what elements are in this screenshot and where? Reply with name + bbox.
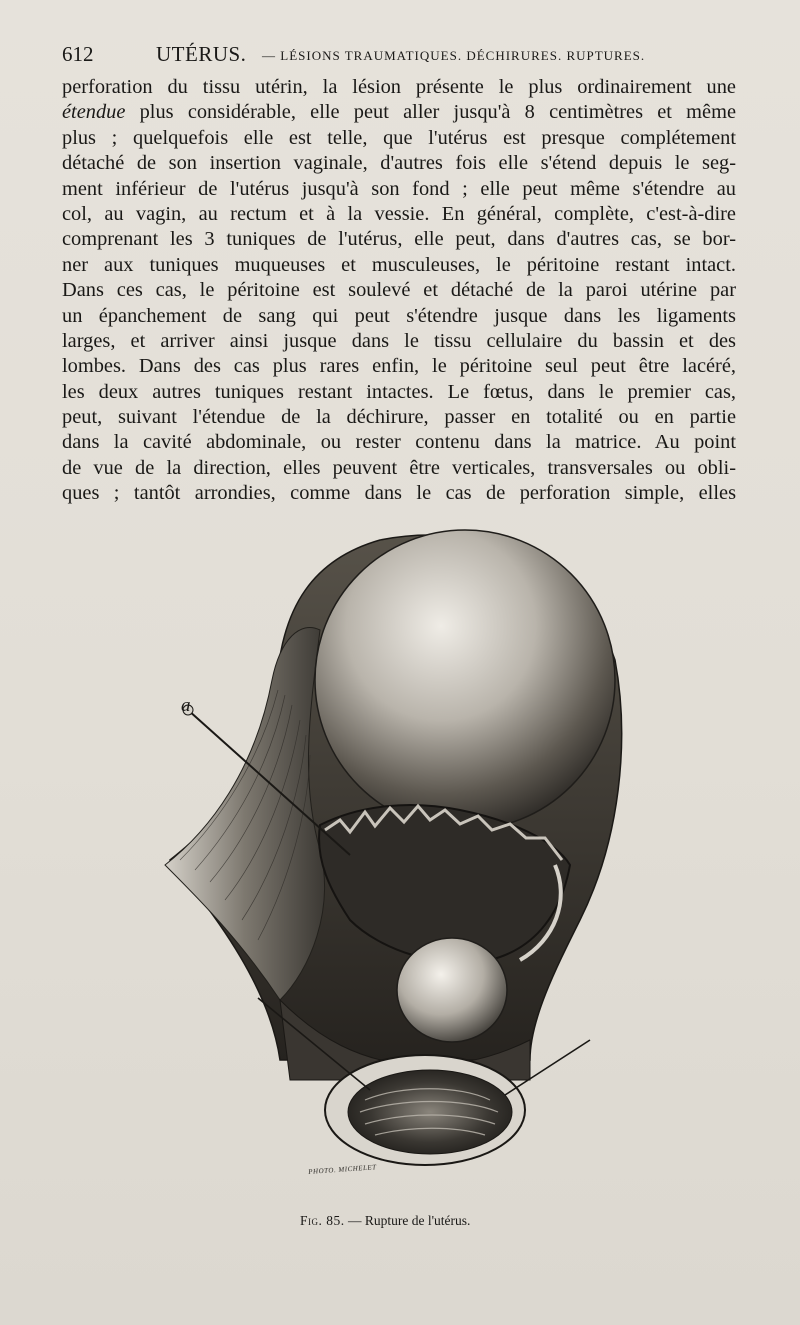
text-line-italic-start: étendue plus considérable, elle peut aller jusqu'à 8 centimètres et même <box>62 101 736 124</box>
text-line: détaché de son insertion vaginale, d'autres fois elle s'étend depuis le seg- <box>62 152 736 175</box>
text-line: ner aux tuniques muqueuses et musculeuses, le péritoine restant intact. <box>62 253 736 276</box>
text-line: perforation du tissu utérin, la lésion présente le plus ordinairement une <box>62 76 736 98</box>
text-line: peut, suivant l'étendue de la déchirure, passer en totalité ou en partie <box>62 406 736 429</box>
running-title: UTÉRUS. <box>156 42 247 66</box>
text-line: ques ; tantôt arrondies, comme dans le cas de perforation simple, elles <box>62 482 736 505</box>
page-number: 612 <box>62 42 94 66</box>
body-paragraph <box>62 75 736 507</box>
figure-caption <box>300 1213 470 1229</box>
text-line: de vue de la direction, elles peuvent être verticales, transversales ou obli- <box>62 456 736 479</box>
running-header <box>62 38 662 68</box>
running-subtitle: — LÉSIONS TRAUMATIQUES. DÉCHIRURES. RUPTURES. <box>262 48 646 63</box>
text-line: col, au vagin, au rectum et à la vessie. En général, complète, c'est-à-dire <box>62 202 736 225</box>
text-line: dans la cavité abdominale, ou rester contenu dans la matrice. Au point <box>62 431 736 454</box>
engraver-signature: PHOTO. MICHELET <box>308 1163 377 1176</box>
uterus-rupture-illustration <box>160 520 630 1190</box>
text-line: un épanchement de sang qui peut s'étendre jusque dans les ligaments <box>62 304 736 327</box>
text-line: les deux autres tuniques restant intactes. Le fœtus, dans le premier cas, <box>62 380 736 403</box>
figure-label-a: a <box>181 695 191 716</box>
text-line: plus ; quelquefois elle est telle, que l'utérus est presque complétement <box>62 126 736 149</box>
text-line: larges, et arriver ainsi jusque dans le tissu cellulaire du bassin et des <box>62 329 736 352</box>
caption-figure-number: Fig. 85. <box>300 1213 345 1228</box>
text-line: comprenant les 3 tuniques de l'utérus, elle peut, dans d'autres cas, se bor- <box>62 228 736 251</box>
text-line: lombes. Dans des cas plus rares enfin, le péritoine seul peut être lacéré, <box>62 355 736 378</box>
caption-text: — Rupture de l'utérus. <box>348 1213 471 1228</box>
text-line: ment inférieur de l'utérus jusqu'à son fond ; elle peut même s'étendre au <box>62 177 736 200</box>
text-line: Dans ces cas, le péritoine est soulevé et détaché de la paroi utérine par <box>62 279 736 302</box>
engraving-drawing <box>160 520 630 1190</box>
